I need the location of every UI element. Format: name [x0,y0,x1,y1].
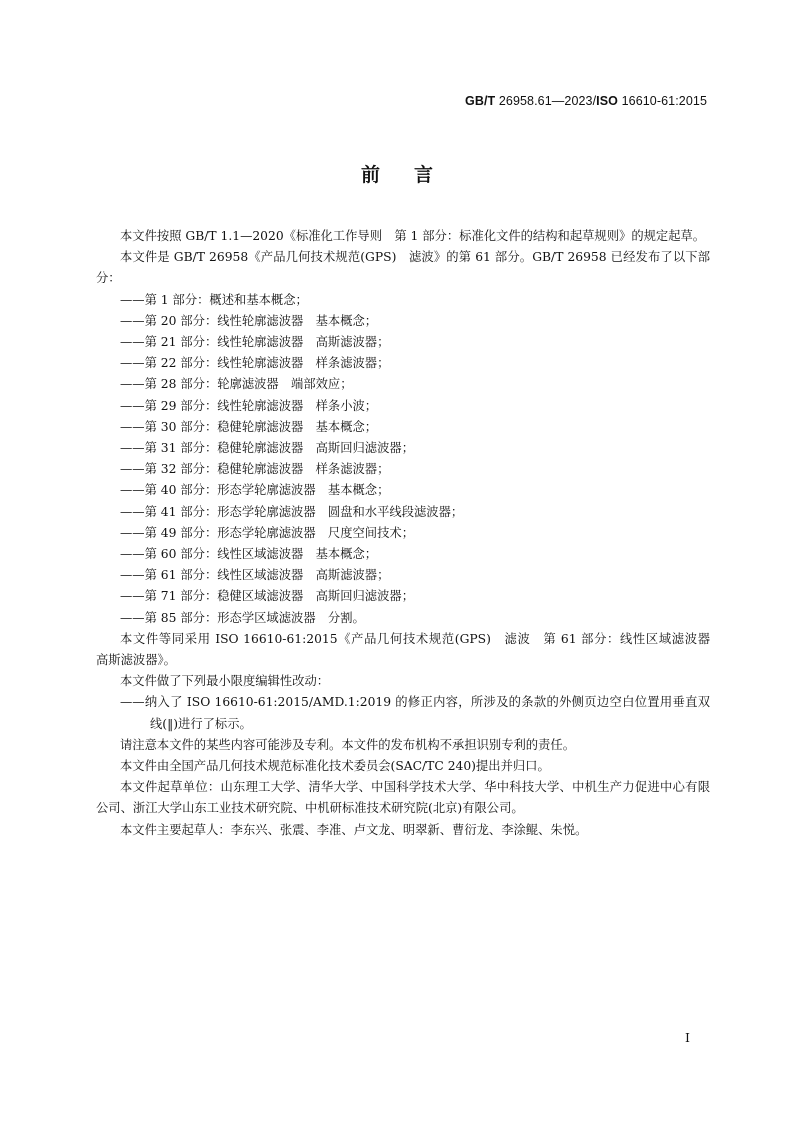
list-item: ——第 28 部分：轮廓滤波器 端部效应； [120,377,353,392]
list-item: ——第 20 部分：线性轮廓滤波器 基本概念； [120,313,378,328]
list-item: ——第 85 部分：形态学区域滤波器 分割。 [120,610,365,625]
page-number: I [685,1030,690,1045]
list-item: ——第 61 部分：线性区域滤波器 高斯滤波器； [120,568,390,583]
paragraph-editorial-changes: 本文件做了下列最小限度编辑性改动： [120,674,330,689]
list-item: ——第 31 部分：稳健轮廓滤波器 高斯回归滤波器； [120,441,414,456]
paragraph-patent-notice: 请注意本文件的某些内容可能涉及专利。本文件的发布机构不承担识别专利的责任。 [120,737,575,752]
standard-code-prefix: GB/T [465,94,496,108]
list-item: ——第 71 部分：稳健区域滤波器 高斯回归滤波器； [120,589,414,604]
list-item: ——第 1 部分：概述和基本概念； [120,292,308,307]
iso-number: 16610-61:2015 [618,94,707,108]
iso-prefix: ISO [596,94,619,108]
list-item: ——第 32 部分：稳健轮廓滤波器 样条滤波器； [120,462,390,477]
paragraph-drafting-rules: 本文件按照 GB/T 1.1—2020《标准化工作导则 第 1 部分：标准化文件的结构和起草规则》的规定起草。 [120,229,706,243]
paragraph-drafting-organizations: 本文件起草单位：山东理工大学、清华大学、中国科学技术大学、华中科技大学、中机生产力促进中心有限公司、浙江大学山东工业技术研究院、中机研标准技术研究院(北京)有限公司。 [96,780,710,816]
list-item: ——第 40 部分：形态学轮廓滤波器 基本概念； [120,483,390,498]
paragraph-series-intro: 本文件是 GB/T 26958《产品几何技术规范(GPS) 滤波》的第 61 部分。GB/T 26958 已经发布了以下部分： [96,250,710,286]
parts-list [96,290,710,629]
list-item: ——第 21 部分：线性轮廓滤波器 高斯滤波器； [120,335,390,350]
standard-code-number: 26958.61—2023/ [495,94,597,108]
paragraph-drafters: 本文件主要起草人：李东兴、张震、李准、卢文龙、明翠新、曹衍龙、李涂鲲、朱悦。 [120,822,588,837]
paragraph-iso-adoption: 本文件等同采用 ISO 16610-61:2015《产品几何技术规范(GPS) 滤波 第 61 部分：线性区域滤波器 高斯滤波器》。 [96,631,723,668]
paragraph-proposer: 本文件由全国产品几何技术规范标准化技术委员会(SAC/TC 240)提出并归口。 [120,759,550,774]
list-item: ——第 49 部分：形态学轮廓滤波器 尺度空间技术； [120,525,414,540]
standard-code-header [465,94,707,108]
foreword-body [96,226,723,841]
editorial-change-item: ——纳入了 ISO 16610-61:2015/AMD.1:2019 的修正内容，所涉及的条款的外侧页边空白位置用垂直双线(‖)进行了标示。 [120,695,710,731]
list-item: ——第 22 部分：线性轮廓滤波器 样条滤波器； [120,356,390,371]
list-item: ——第 41 部分：形态学轮廓滤波器 圆盘和水平线段滤波器； [120,504,464,519]
list-item: ——第 30 部分：稳健轮廓滤波器 基本概念； [120,419,378,434]
list-item: ——第 60 部分：线性区域滤波器 基本概念； [120,547,378,562]
list-item: ——第 29 部分：线性轮廓滤波器 样条小波； [120,398,378,413]
page-title: 前言 [360,164,467,186]
